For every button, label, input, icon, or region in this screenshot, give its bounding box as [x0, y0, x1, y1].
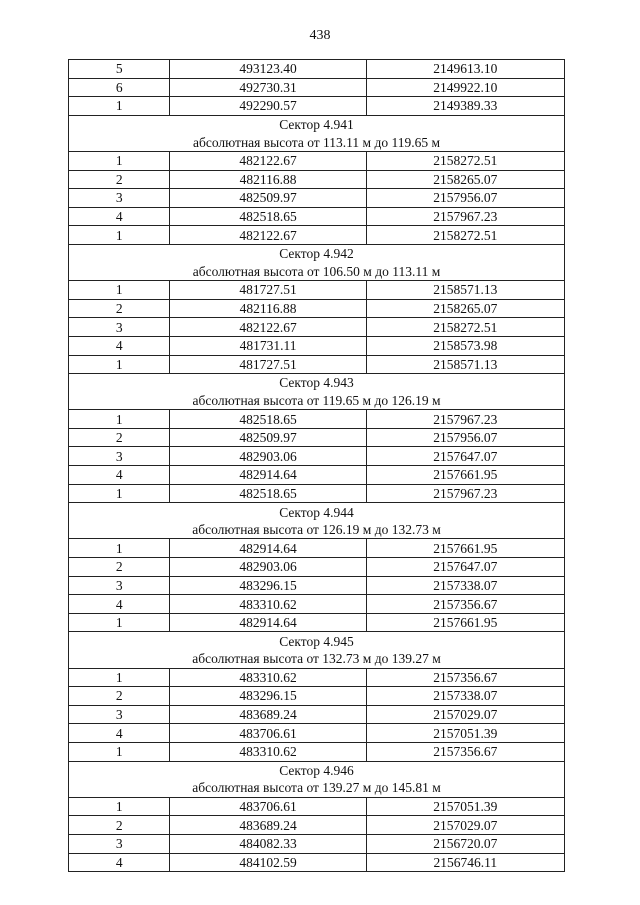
sector-altitude-row: [69, 133, 565, 151]
point-number-cell: 3: [69, 189, 170, 208]
point-number-cell: 1: [69, 742, 170, 761]
x-coordinate-cell: 492290.57: [170, 97, 366, 116]
point-number-cell: 2: [69, 299, 170, 318]
point-number-cell: 1: [69, 613, 170, 632]
point-number-cell: 1: [69, 539, 170, 558]
y-coordinate-cell: 2157029.07: [366, 816, 564, 835]
table-row: [69, 189, 565, 208]
table-row: [69, 816, 565, 835]
x-coordinate-cell: 483706.61: [170, 724, 366, 743]
point-number-cell: 1: [69, 226, 170, 245]
sector-title: Сектор 4.946: [69, 761, 565, 779]
sector-altitude-row: [69, 521, 565, 539]
sector-altitude-row: [69, 263, 565, 281]
sector-title-row: [69, 115, 565, 133]
table-row: [69, 484, 565, 503]
sector-altitude-range: абсолютная высота от 139.27 м до 145.81 м: [69, 779, 565, 797]
x-coordinate-cell: 483689.24: [170, 816, 366, 835]
y-coordinate-cell: 2158571.13: [366, 281, 564, 300]
page-number: 438: [309, 28, 331, 43]
y-coordinate-cell: 2156746.11: [366, 853, 564, 872]
sector-title: Сектор 4.945: [69, 632, 565, 650]
x-coordinate-cell: 482914.64: [170, 539, 366, 558]
point-number-cell: 4: [69, 207, 170, 226]
y-coordinate-cell: 2157338.07: [366, 576, 564, 595]
table-row: [69, 613, 565, 632]
sector-altitude-row: [69, 779, 565, 797]
y-coordinate-cell: 2149613.10: [366, 60, 564, 79]
table-row: [69, 834, 565, 853]
y-coordinate-cell: 2158265.07: [366, 299, 564, 318]
point-number-cell: 1: [69, 410, 170, 429]
x-coordinate-cell: 482116.88: [170, 299, 366, 318]
table-row: [69, 151, 565, 170]
y-coordinate-cell: 2157356.67: [366, 742, 564, 761]
point-number-cell: 2: [69, 687, 170, 706]
x-coordinate-cell: 482122.67: [170, 226, 366, 245]
table-row: [69, 447, 565, 466]
point-number-cell: 1: [69, 97, 170, 116]
point-number-cell: 4: [69, 466, 170, 485]
sector-altitude-range: абсолютная высота от 113.11 м до 119.65 м: [69, 133, 565, 151]
sector-title-row: [69, 374, 565, 392]
point-number-cell: 2: [69, 428, 170, 447]
y-coordinate-cell: 2157967.23: [366, 484, 564, 503]
x-coordinate-cell: 482518.65: [170, 410, 366, 429]
sector-altitude-range: абсолютная высота от 119.65 м до 126.19 м: [69, 392, 565, 410]
table-row: [69, 853, 565, 872]
x-coordinate-cell: 481731.11: [170, 336, 366, 355]
x-coordinate-cell: 481727.51: [170, 355, 366, 374]
table-row: [69, 410, 565, 429]
y-coordinate-cell: 2157661.95: [366, 613, 564, 632]
x-coordinate-cell: 482914.64: [170, 466, 366, 485]
y-coordinate-cell: 2156720.07: [366, 834, 564, 853]
y-coordinate-cell: 2157967.23: [366, 207, 564, 226]
x-coordinate-cell: 483296.15: [170, 576, 366, 595]
x-coordinate-cell: 483689.24: [170, 705, 366, 724]
x-coordinate-cell: 482122.67: [170, 318, 366, 337]
sector-title-row: [69, 761, 565, 779]
y-coordinate-cell: 2157661.95: [366, 539, 564, 558]
point-number-cell: 3: [69, 447, 170, 466]
x-coordinate-cell: 482509.97: [170, 189, 366, 208]
y-coordinate-cell: 2158272.51: [366, 151, 564, 170]
sector-title: Сектор 4.942: [69, 244, 565, 262]
table-row: [69, 428, 565, 447]
x-coordinate-cell: 482509.97: [170, 428, 366, 447]
point-number-cell: 1: [69, 668, 170, 687]
x-coordinate-cell: 482116.88: [170, 170, 366, 189]
y-coordinate-cell: 2157647.07: [366, 447, 564, 466]
x-coordinate-cell: 492730.31: [170, 78, 366, 97]
table-row: [69, 668, 565, 687]
point-number-cell: 2: [69, 170, 170, 189]
y-coordinate-cell: 2157356.67: [366, 595, 564, 614]
x-coordinate-cell: 482903.06: [170, 447, 366, 466]
x-coordinate-cell: 482122.67: [170, 151, 366, 170]
sector-title-row: [69, 503, 565, 521]
table-row: [69, 687, 565, 706]
point-number-cell: 2: [69, 816, 170, 835]
point-number-cell: 4: [69, 724, 170, 743]
y-coordinate-cell: 2157647.07: [366, 558, 564, 577]
y-coordinate-cell: 2157967.23: [366, 410, 564, 429]
point-number-cell: 3: [69, 318, 170, 337]
y-coordinate-cell: 2158272.51: [366, 318, 564, 337]
x-coordinate-cell: 481727.51: [170, 281, 366, 300]
y-coordinate-cell: 2149389.33: [366, 97, 564, 116]
sector-altitude-range: абсолютная высота от 132.73 м до 139.27 м: [69, 650, 565, 668]
table-row: [69, 797, 565, 816]
sector-title: Сектор 4.943: [69, 374, 565, 392]
y-coordinate-cell: 2157051.39: [366, 724, 564, 743]
point-number-cell: 4: [69, 595, 170, 614]
y-coordinate-cell: 2158571.13: [366, 355, 564, 374]
point-number-cell: 3: [69, 834, 170, 853]
table-row: [69, 705, 565, 724]
y-coordinate-cell: 2157661.95: [366, 466, 564, 485]
y-coordinate-cell: 2157956.07: [366, 428, 564, 447]
table-row: [69, 336, 565, 355]
table-row: [69, 558, 565, 577]
sector-title-row: [69, 244, 565, 262]
table-row: [69, 318, 565, 337]
point-number-cell: 1: [69, 151, 170, 170]
point-number-cell: 3: [69, 576, 170, 595]
y-coordinate-cell: 2158573.98: [366, 336, 564, 355]
point-number-cell: 1: [69, 355, 170, 374]
x-coordinate-cell: 484082.33: [170, 834, 366, 853]
table-row: [69, 466, 565, 485]
table-row: [69, 207, 565, 226]
table-row: [69, 60, 565, 79]
table-row: [69, 281, 565, 300]
x-coordinate-cell: 484102.59: [170, 853, 366, 872]
sector-altitude-range: абсолютная высота от 126.19 м до 132.73 м: [69, 521, 565, 539]
x-coordinate-cell: 493123.40: [170, 60, 366, 79]
point-number-cell: 1: [69, 484, 170, 503]
table-row: [69, 97, 565, 116]
table-row: [69, 355, 565, 374]
table-row: [69, 724, 565, 743]
x-coordinate-cell: 483310.62: [170, 742, 366, 761]
x-coordinate-cell: 482518.65: [170, 207, 366, 226]
coordinates-table-body: [69, 60, 565, 872]
y-coordinate-cell: 2157029.07: [366, 705, 564, 724]
table-row: [69, 299, 565, 318]
sector-altitude-row: [69, 650, 565, 668]
x-coordinate-cell: 482518.65: [170, 484, 366, 503]
coordinates-table: [68, 59, 565, 872]
point-number-cell: 1: [69, 797, 170, 816]
sector-title: Сектор 4.944: [69, 503, 565, 521]
x-coordinate-cell: 482903.06: [170, 558, 366, 577]
point-number-cell: 5: [69, 60, 170, 79]
y-coordinate-cell: 2149922.10: [366, 78, 564, 97]
sector-title-row: [69, 632, 565, 650]
table-row: [69, 539, 565, 558]
sector-altitude-row: [69, 392, 565, 410]
point-number-cell: 1: [69, 281, 170, 300]
table-row: [69, 742, 565, 761]
sector-title: Сектор 4.941: [69, 115, 565, 133]
x-coordinate-cell: 483310.62: [170, 668, 366, 687]
table-row: [69, 576, 565, 595]
table-row: [69, 595, 565, 614]
point-number-cell: 2: [69, 558, 170, 577]
y-coordinate-cell: 2157956.07: [366, 189, 564, 208]
x-coordinate-cell: 483310.62: [170, 595, 366, 614]
point-number-cell: 6: [69, 78, 170, 97]
point-number-cell: 4: [69, 853, 170, 872]
table-row: [69, 170, 565, 189]
y-coordinate-cell: 2158272.51: [366, 226, 564, 245]
point-number-cell: 3: [69, 705, 170, 724]
y-coordinate-cell: 2157338.07: [366, 687, 564, 706]
point-number-cell: 4: [69, 336, 170, 355]
table-row: [69, 78, 565, 97]
x-coordinate-cell: 482914.64: [170, 613, 366, 632]
y-coordinate-cell: 2157356.67: [366, 668, 564, 687]
table-row: [69, 226, 565, 245]
y-coordinate-cell: 2158265.07: [366, 170, 564, 189]
x-coordinate-cell: 483706.61: [170, 797, 366, 816]
x-coordinate-cell: 483296.15: [170, 687, 366, 706]
y-coordinate-cell: 2157051.39: [366, 797, 564, 816]
sector-altitude-range: абсолютная высота от 106.50 м до 113.11 м: [69, 263, 565, 281]
